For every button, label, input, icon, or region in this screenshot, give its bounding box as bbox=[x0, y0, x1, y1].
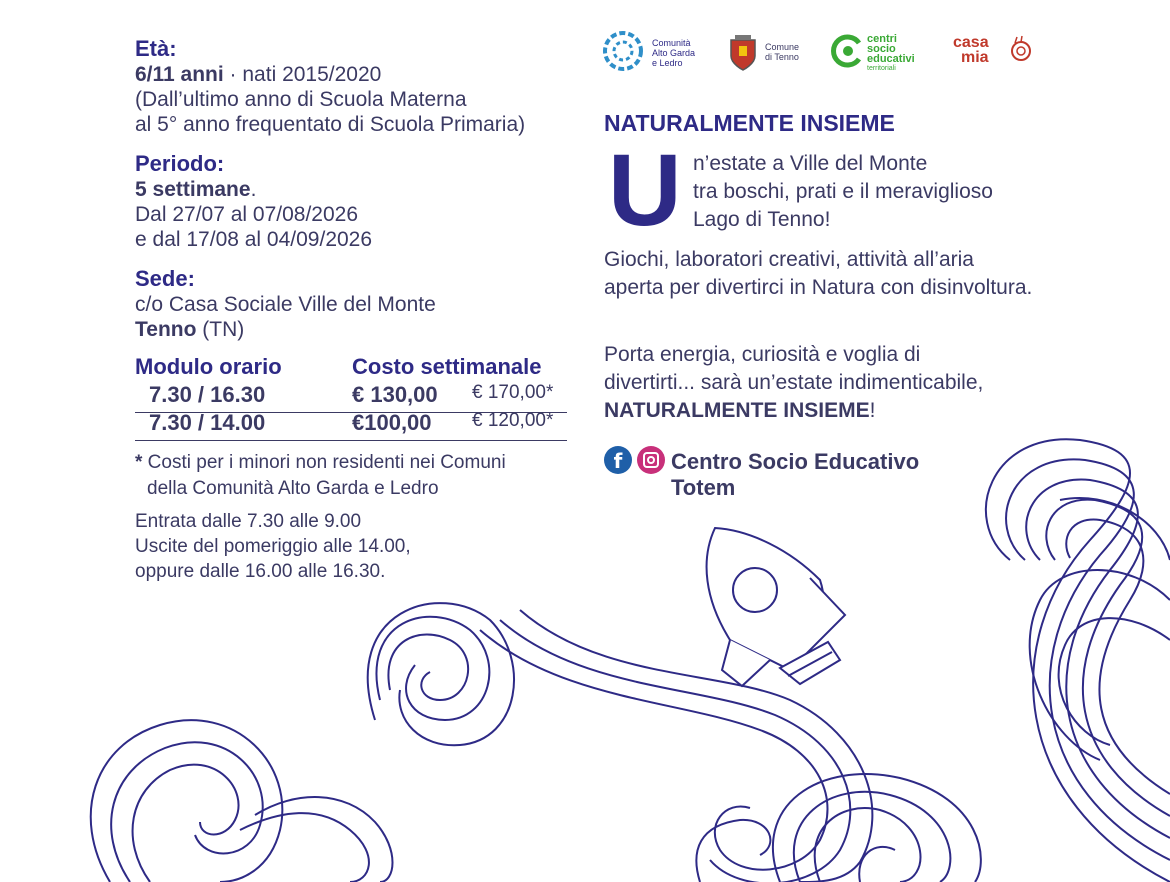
note-star: * bbox=[135, 452, 143, 473]
intro-text: n’estate a Ville del Monte tra boschi, prati e il meraviglioso Lago di Tenno! bbox=[693, 152, 993, 231]
row-cost-nonresident: € 170,00* bbox=[472, 382, 554, 403]
rocket-illustration bbox=[707, 528, 845, 686]
venue-address: c/o Casa Sociale Ville del Monte bbox=[135, 293, 436, 316]
age-note-1: (Dall’ultimo anno di Scuola Materna bbox=[135, 88, 467, 111]
logo-comunita: Comunità Alto Garda e Ledro bbox=[600, 28, 710, 78]
age-label: Età: bbox=[135, 36, 177, 61]
info-column bbox=[135, 36, 575, 356]
logo-centri-socio-educativi: centri socio educativi territoriali bbox=[829, 33, 939, 73]
nonresident-note: * Costi per i minori non residenti nei Comuni della Comunità Alto Garda e Ledro bbox=[135, 452, 506, 499]
row-cost: €100,00 bbox=[352, 410, 432, 435]
table-header bbox=[135, 354, 567, 382]
period-section: Periodo: 5 settimane. Dal 27/07 al 07/08/2026 e dal 17/08 al 04/09/2026 bbox=[135, 151, 575, 252]
table-row bbox=[135, 410, 567, 438]
instagram-icon[interactable] bbox=[637, 446, 665, 474]
comunita-emblem-icon bbox=[600, 28, 646, 74]
row-time: 7.30 / 16.30 bbox=[149, 382, 266, 407]
venue-label: Sede: bbox=[135, 266, 195, 291]
row-divider bbox=[135, 440, 567, 441]
closing-paragraph: Porta energia, curiosità e voglia di divertirti... sarà un’estate indimenticabile, NATURALMENTE INSIEME! bbox=[604, 343, 984, 422]
venue-section bbox=[135, 266, 575, 342]
period-label: Periodo: bbox=[135, 151, 225, 176]
wave-lower-right bbox=[773, 774, 981, 882]
wave-right bbox=[986, 439, 1170, 882]
row-time: 7.30 / 14.00 bbox=[149, 410, 266, 435]
activities-paragraph: Giochi, laboratori creativi, attività all’aria aperta per divertirci in Natura con disinvoltura. bbox=[604, 248, 1033, 299]
centri-emblem-icon bbox=[829, 33, 865, 69]
period-weeks: 5 settimane bbox=[135, 178, 251, 201]
schedule-info: Entrata dalle 7.30 alle 9.00 Uscite del pomeriggio alle 14.00, oppure dalle 16.00 alle 16.30. bbox=[135, 511, 411, 582]
social-account-name[interactable]: Centro Socio Educativo Totem bbox=[671, 449, 920, 500]
age-section bbox=[135, 36, 575, 137]
age-range: 6/11 anni bbox=[135, 63, 224, 86]
row-cost-nonresident: € 120,00* bbox=[472, 410, 554, 431]
logo-casa-mia: casa mia bbox=[953, 33, 1043, 73]
row-cost: € 130,00 bbox=[352, 382, 438, 407]
wave-left bbox=[91, 720, 393, 882]
header-cost: Costo settimanale bbox=[352, 354, 542, 379]
venue-city: Tenno bbox=[135, 318, 197, 341]
venue-province: (TN) bbox=[196, 318, 245, 341]
section-title: NATURALMENTE INSIEME bbox=[604, 110, 895, 136]
facebook-icon[interactable]: f bbox=[604, 446, 632, 474]
table-row bbox=[135, 382, 567, 410]
birth-years: · nati 2015/2020 bbox=[223, 63, 382, 86]
header-module: Modulo orario bbox=[135, 354, 282, 379]
price-table bbox=[135, 354, 567, 438]
period-dates-2: e dal 17/08 al 04/09/2026 bbox=[135, 228, 373, 251]
drop-cap: U bbox=[608, 133, 682, 247]
coat-of-arms-icon bbox=[727, 34, 759, 72]
age-note-2: al 5° anno frequentato di Scuola Primaria) bbox=[135, 113, 526, 136]
logo-comune-tenno: Comune di Tenno bbox=[727, 34, 817, 74]
period-dates-1: Dal 27/07 al 07/08/2026 bbox=[135, 203, 359, 226]
snail-icon bbox=[1007, 33, 1033, 63]
